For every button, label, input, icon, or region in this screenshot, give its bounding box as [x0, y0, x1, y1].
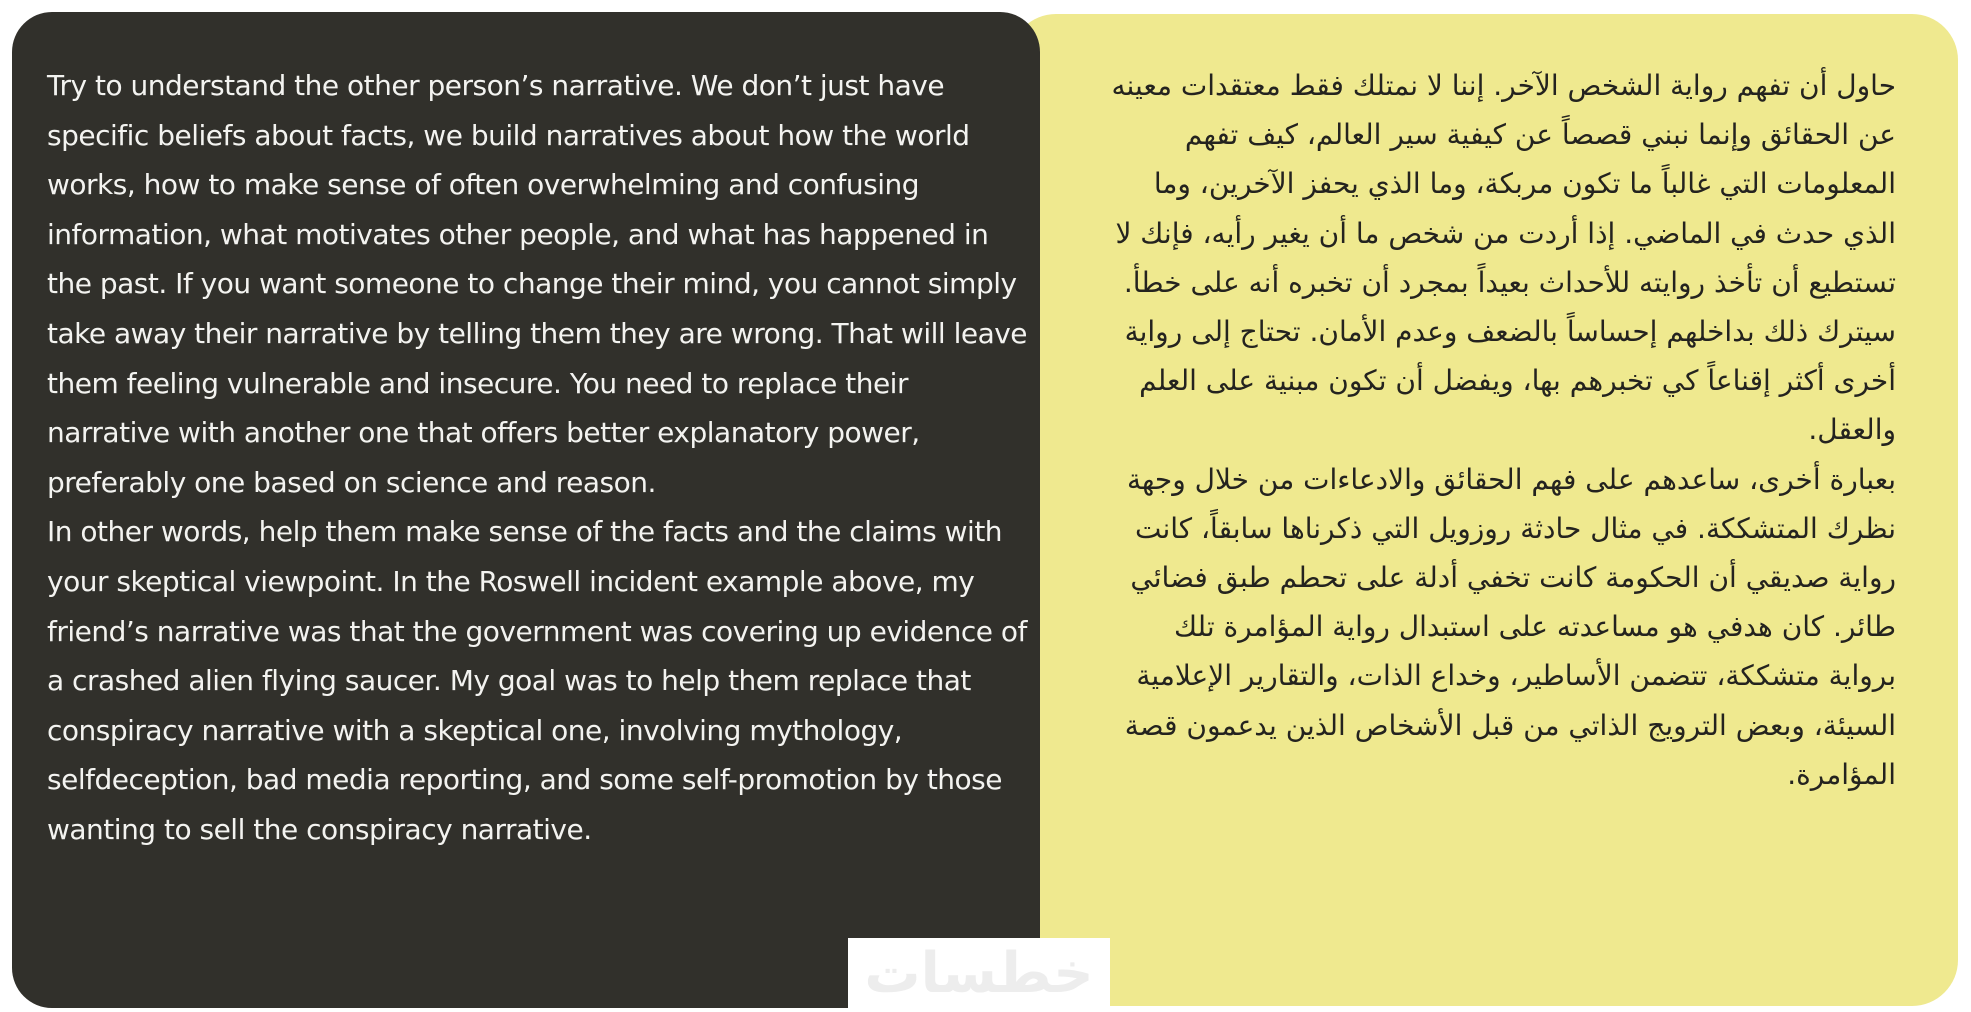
- english-paragraph-1: Try to understand the other person’s narrative. We don’t just have specific beliefs about facts, we build narratives about how the world works, how to make sense of often overwhelming and confusing information, what motivates other people, and what has happened in the past. If you want someone to change their mind, you cannot simply take away their narrative by telling them they are wrong. That will leave them feeling vulnerable and insecure. You need to replace their narrative with another one that offers better explanatory power, preferably one based on science and reason.: [47, 69, 1028, 499]
- english-paragraph-2: In other words, help them make sense of the facts and the claims with your skeptical viewpoint. In the Roswell incident example above, my friend’s narrative was that the government was covering up evidence of a crashed alien flying saucer. My goal was to help them replace that conspiracy narrative with a skeptical one, involving mythology, selfdeception, bad media reporting, and some self-promotion by those wanting to sell the conspiracy narrative.: [47, 515, 1027, 846]
- arabic-paragraph-2: بعبارة أخرى، ساعدهم على فهم الحقائق والادعاءات من خلال وجهة نظرك المتشككة. في مثال حادثة روزويل التي ذكرناها سابقاً، كانت رواية صديقي أن الحكومة كانت تخفي أدلة على تحطم طبق فضائي طائر. كان هدفي هو مساعدته على استبدال رواية المؤامرة تلك برواية متشككة، تتضمن الأساطير، وخداع الذات، والتقارير الإعلامية السيئة، وبعض الترويج الذاتي من قبل الأشخاص الذين يدعمون قصة المؤامرة.: [1124, 462, 1896, 791]
- arabic-text-block: [1100, 61, 1896, 799]
- arabic-paragraph-1: حاول أن تفهم رواية الشخص الآخر. إننا لا نمتلك فقط معتقدات معينه عن الحقائق وإنما نبني قصصاً عن كيفية سير العالم، كيف تفهم المعلومات التي غالباً ما تكون مربكة، وما الذي يحفز الآخرين، وما الذي حدث في الماضي. إذا أردت من شخص ما أن يغير رأيه، فإنك لا تستطيع أن تأخذ روايته للأحداث بعيداً بمجرد أن تخبره أنه على خطأ. سيترك ذلك بداخلهم إحساساً بالضعف وعدم الأمان. تحتاج إلى رواية أخرى أكثر إقناعاً كي تخبرهم بها، ويفضل أن تكون مبنية على العلم والعقل.: [1111, 69, 1896, 447]
- watermark-logo: خطسات: [848, 938, 1110, 1010]
- english-text-block: [47, 61, 1032, 855]
